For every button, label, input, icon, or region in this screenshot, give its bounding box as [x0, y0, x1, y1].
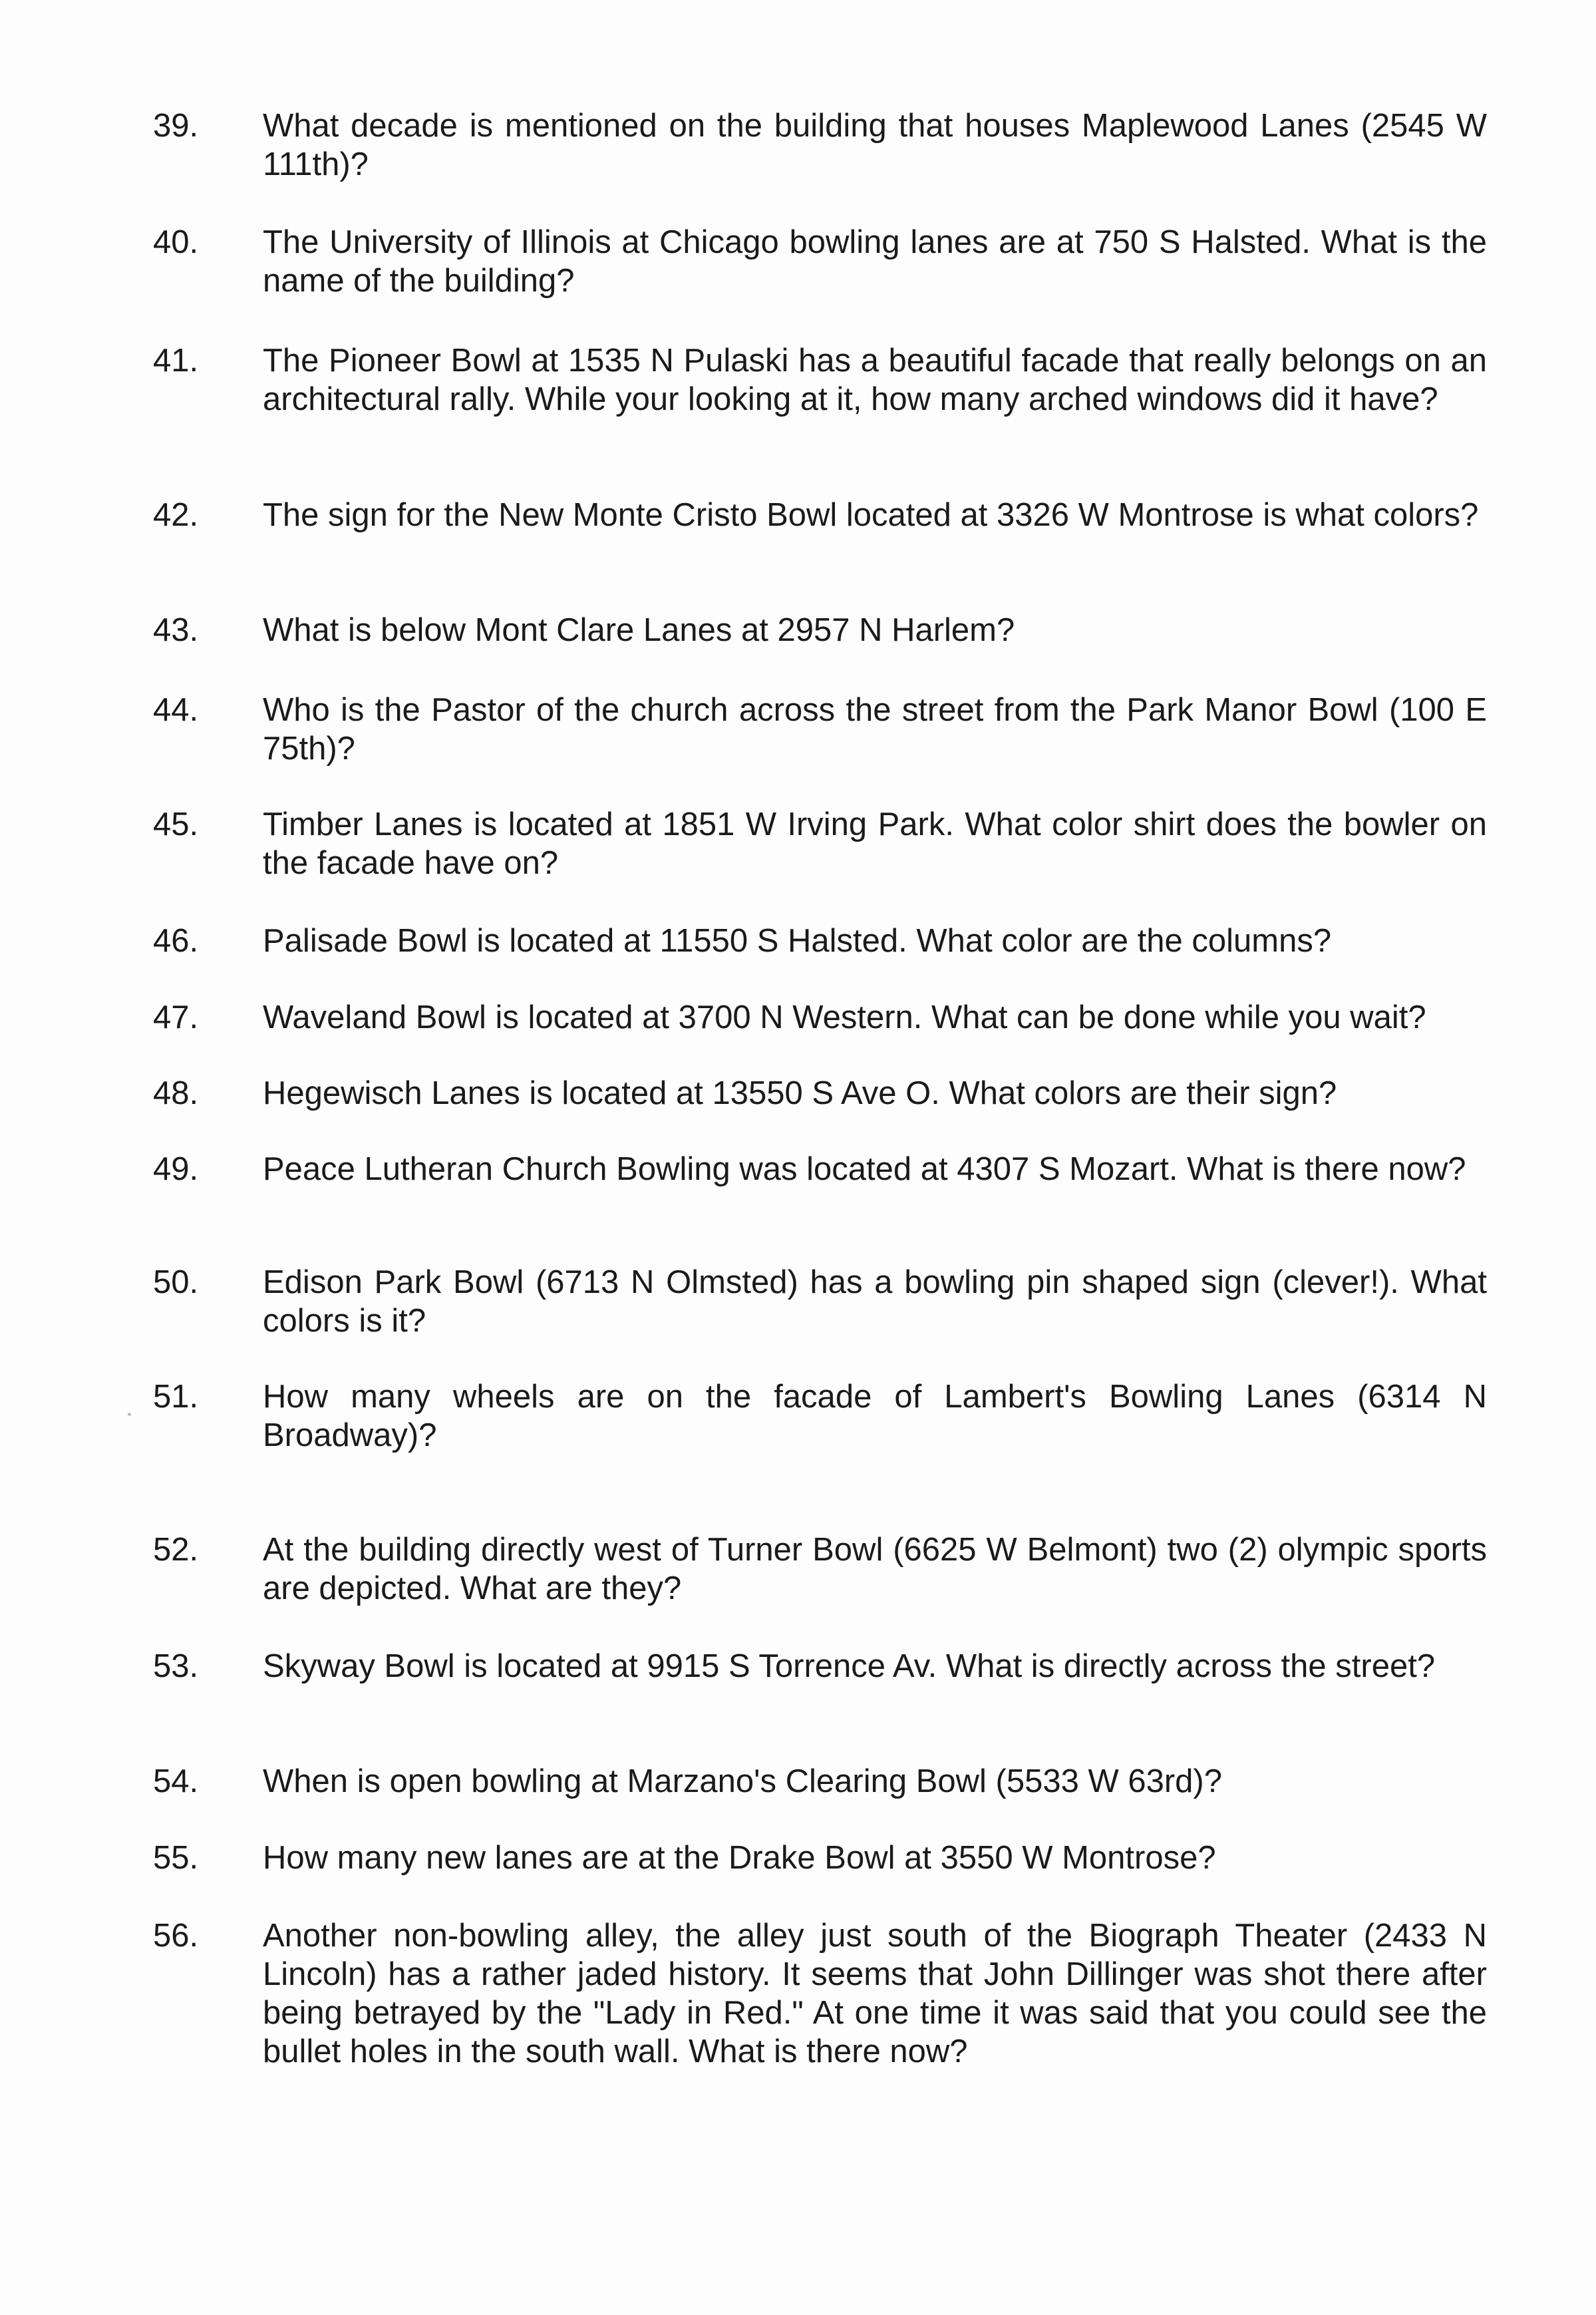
question-number: 43. — [153, 612, 199, 648]
question-number: 53. — [153, 1648, 199, 1684]
question-text: Who is the Pastor of the church across the street from the Park Manor Bowl (100 E 75th)? — [263, 692, 1487, 767]
question-number: 45. — [153, 806, 199, 842]
question-text: The Pioneer Bowl at 1535 N Pulaski has a beautiful facade that really belongs on an architectural rally. While your looking at it, how many arched windows did it have? — [263, 343, 1487, 417]
question-number: 48. — [153, 1075, 199, 1111]
question-text: How many new lanes are at the Drake Bowl at 3550 W Montrose? — [263, 1840, 1216, 1876]
question-text: At the building directly west of Turner Bowl (6625 W Belmont) two (2) olympic sports are depicted. What are they? — [263, 1532, 1487, 1606]
question-text: What is below Mont Clare Lanes at 2957 N Harlem? — [263, 612, 1015, 648]
question-number: 46. — [153, 923, 199, 959]
question-text: What decade is mentioned on the building that houses Maplewood Lanes (2545 W 111th)? — [263, 108, 1487, 182]
question-number: 55. — [153, 1840, 199, 1876]
question-number: 42. — [153, 497, 199, 533]
question-number: 41. — [153, 343, 199, 379]
question-text: Waveland Bowl is located at 3700 N Western. What can be done while you wait? — [263, 999, 1426, 1035]
question-text: The sign for the New Monte Cristo Bowl located at 3326 W Montrose is what colors? — [263, 497, 1479, 533]
question-text: Timber Lanes is located at 1851 W Irving Park. What color shirt does the bowler on the facade have on? — [263, 806, 1487, 881]
question-text: Skyway Bowl is located at 9915 S Torrence Av. What is directly across the street? — [263, 1648, 1436, 1684]
question-text: Edison Park Bowl (6713 N Olmsted) has a bowling pin shaped sign (clever!). What colors is it? — [263, 1264, 1487, 1339]
question-number: 49. — [153, 1151, 199, 1187]
question-number: 54. — [153, 1763, 199, 1799]
question-text: Palisade Bowl is located at 11550 S Halsted. What color are the columns? — [263, 923, 1332, 959]
question-text: Another non-bowling alley, the alley just south of the Biograph Theater (2433 N Lincoln) has a rather jaded history. It seems that John Dillinger was shot there after being betrayed by the "Lady in Red." At one time it was said that you could see the bullet holes in the south wall. What is there now? — [263, 1918, 1487, 2069]
question-number: 51. — [153, 1379, 199, 1415]
question-number: 40. — [153, 224, 199, 260]
question-text: Hegewisch Lanes is located at 13550 S Ave O. What colors are their sign? — [263, 1075, 1337, 1111]
question-text: When is open bowling at Marzano's Clearing Bowl (5533 W 63rd)? — [263, 1763, 1222, 1799]
question-number: 56. — [153, 1918, 199, 1954]
question-text: The University of Illinois at Chicago bowling lanes are at 750 S Halsted. What is the name of the building? — [263, 224, 1487, 299]
question-text: How many wheels are on the facade of Lambert's Bowling Lanes (6314 N Broadway)? — [263, 1379, 1487, 1453]
question-number: 52. — [153, 1532, 199, 1568]
question-number: 50. — [153, 1264, 199, 1300]
question-number: 47. — [153, 999, 199, 1035]
scan-speck — [128, 1413, 131, 1416]
question-text: Peace Lutheran Church Bowling was located at 4307 S Mozart. What is there now? — [263, 1151, 1466, 1187]
question-number: 44. — [153, 692, 199, 728]
question-number: 39. — [153, 108, 199, 144]
